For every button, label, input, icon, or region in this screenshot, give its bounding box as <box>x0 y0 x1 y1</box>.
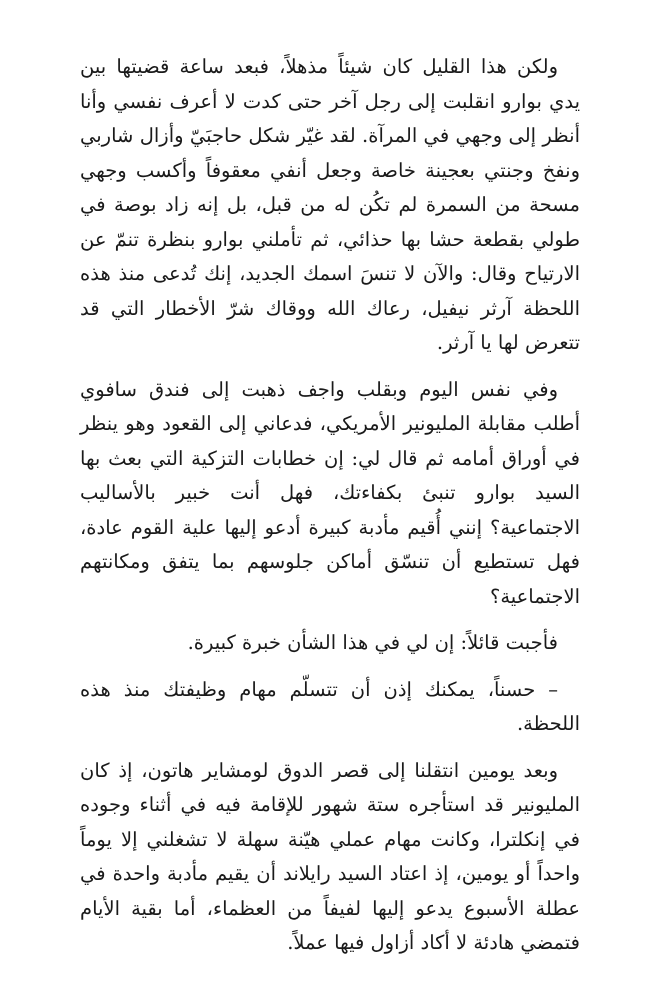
paragraph-5: وبعد يومين انتقلنا إلى قصر الدوق لومشاير هاتون، إذ كان المليونير قد استأجره ستة شهور للإقامة فيه في أثناء وجوده في إنكلترا، وكانت مهام عملي هيّنة سهلة لا تشغلني إلا يوماً واحداً أو يومين، إذ اعتاد السيد رايلاند أن يقيم مأدبة واحدة في عطلة الأسبوع يدعو إليها لفيفاً من العظماء، أما بقية الأيام فتمضي هادئة لا أكاد أزاول فيها عملاً. <box>80 758 580 954</box>
paragraph-3: فأجبت قائلاً: إن لي في هذا الشأن خبرة كبيرة. <box>187 631 558 654</box>
paragraph-1: ولكن هذا القليل كان شيئاً مذهلاً، فبعد ساعة قضيتها بين يدي بوارو انقلبت إلى رجل آخر حتى كدت لا أعرف نفسي وأنا أنظر إلى وجهي في المرآة. لقد غيّر شكل حاجبَيّ وأزال شاربي ونفخ وجنتي بعجينة خاصة وجعل أنفي معقوفاً وأكسب وجهي مسحة من السمرة لم تكُن له من قبل، بل إنه زاد بوصة في طولي بقطعة حشا بها حذائي، ثم تأملني بوارو بنظرة تنمّ عن الارتياح وقال: والآن لا تنسَ اسمك الجديد، إنك تُدعى منذ هذه اللحظة آرثر نيفيل، رعاك الله ووقاك شرّ الأخطار التي قد تتعرض لها يا آرثر. <box>80 55 580 354</box>
paragraph-4: – حسناً، يمكنك إذن أن تتسلّم مهام وظيفتك منذ هذه اللحظة. <box>80 677 580 735</box>
paragraph-2: وفي نفس اليوم وبقلب واجف ذهبت إلى فندق سافوي أطلب مقابلة المليونير الأمريكي، فدعاني إلى القعود وهو ينظر في أوراق أمامه ثم قال لي: إن خطابات التزكية التي بعث بها السيد بوارو تنبئ بكفاءتك، فهل أنت خبير بالأساليب الاجتماعية؟ إنني أُقيم مأدبة كبيرة أدعو إليها علية القوم عادة، فهل تستطيع أن تنسّق أماكن جلوسهم بما يتفق ومكانتهم الاجتماعية؟ <box>80 377 580 608</box>
book-page <box>80 50 580 961</box>
